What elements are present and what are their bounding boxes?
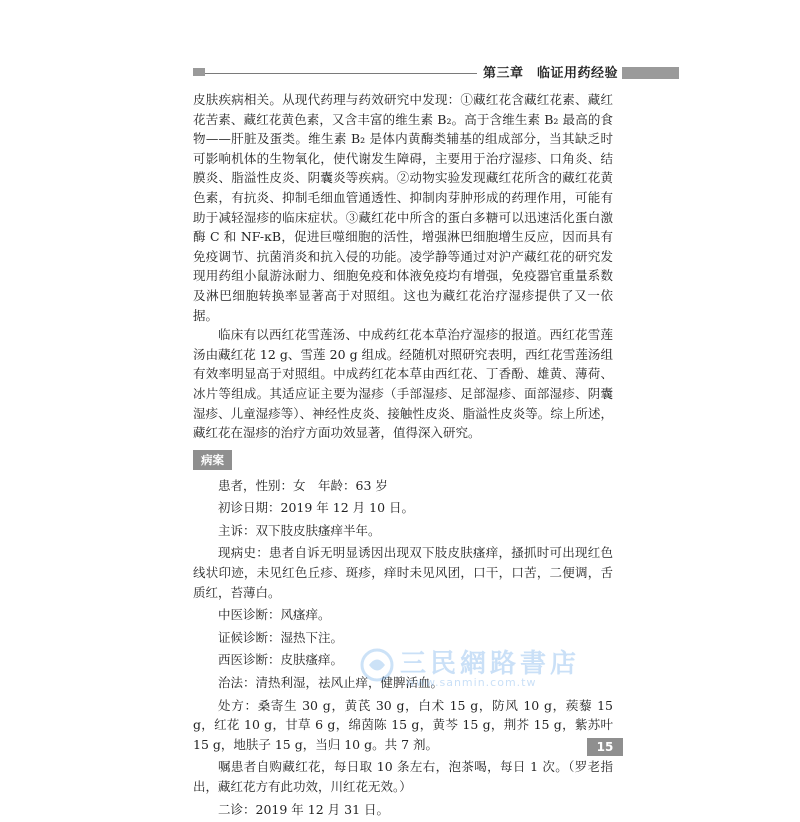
case-record: [193, 476, 613, 820]
body-paragraph-continued: 皮肤疾病相关。从现代药理与药效研究中发现：①藏红花含藏红花素、藏红花苦素、藏红花黄色素，又含丰富的维生素 B₂。高于含维生素 B₂ 最高的食物——肝脏及蛋类。维生素 B₂ 是体内黄酶类辅基的组成部分，当其缺乏时可影响机体的生物氧化，使代谢发生障碍，主要用于治疗湿疹、口角炎、结膜炎、脂溢性皮炎、阴囊炎等疾病。②动物实验发现藏红花所含的藏红花黄色素，有抗炎、抑制毛细血管通透性、抑制肉芽肿形成的药理作用，可能有助于减轻湿疹的临床症状。③藏红花中所含的蛋白多糖可以迅速活化蛋白激酶 C 和 NF-κB，促进巨噬细胞的活性，增强淋巴细胞增生反应，因而具有免疫调节、抗菌消炎和抗入侵的功能。凌学静等通过对沪产藏红花的研究发现用药组小鼠游泳耐力、细胞免疫和体液免疫均有增强，免疫器官重量系数及淋巴细胞转换率显著高于对照组。这也为藏红花治疗湿疹提供了又一依据。: [193, 92, 613, 323]
case-label-row: [193, 450, 613, 470]
body-paragraph: 临床有以西红花雪莲汤、中成药红花本草治疗湿疹的报道。西红花雪莲汤由藏红花 12 g、雪莲 20 g 组成。经随机对照研究表明，西红花雪莲汤组有效率明显高于对照组。中成药红花本草由西红花、丁香酚、雄黄、薄荷、冰片等组成。其适应证主要为湿疹（手部湿疹、足部湿疹、面部湿疹、阴囊湿疹、儿童湿疹等）、神经性皮炎、接触性皮炎、脂溢性皮炎等。综上所述，藏红花在湿疹的治疗方面功效显著，值得深入研究。: [193, 327, 613, 441]
page-content: [193, 90, 613, 822]
case-treatment-method: 治法：清热利湿，祛风止痒，健脾活血。: [218, 675, 444, 691]
case-western-diagnosis: 西医诊断：皮肤瘙痒。: [218, 652, 344, 668]
case-present-history: 现病史：患者自诉无明显诱因出现双下肢皮肤瘙痒，搔抓时可出现红色线状印迹，未见红色丘疹、斑疹，痒时未见风团，口干，口苦，二便调，舌质红，苔薄白。: [193, 545, 613, 600]
case-tcm-diagnosis: 中医诊断：风瘙痒。: [218, 607, 331, 623]
case-prescription: 处方：桑寄生 30 g，黄芪 30 g，白术 15 g，防风 10 g，蒺藜 15 g，红花 10 g，甘草 6 g，绵茵陈 15 g，黄芩 15 g，荆芥 15 g，紫苏叶 15 g，地肤子 15 g，当归 10 g。共 7 剂。: [193, 697, 613, 752]
case-patient-info: 患者，性别：女 年龄：63 岁: [218, 477, 388, 493]
case-first-visit-date: 初诊日期：2019 年 12 月 10 日。: [218, 500, 414, 516]
case-label-badge: 病案: [193, 450, 232, 470]
case-instruction: 嘱患者自购藏红花，每日取 10 条左右，泡茶喝，每日 1 次。（罗老指出，藏红花方有此功效，川红花无效。）: [193, 759, 613, 794]
watermark-text: 三民網路書店: [400, 649, 581, 679]
case-second-visit: 二诊：2019 年 12 月 31 日。: [218, 801, 389, 817]
page-number-badge: 15: [587, 738, 623, 756]
header-right-bar: [622, 67, 679, 79]
case-chief-complaint: 主诉：双下肢皮肤瘙痒半年。: [218, 522, 381, 538]
header-left-bar: [193, 68, 205, 76]
watermark-url: www.sanmin.com.tw: [406, 676, 537, 689]
header-rule: [205, 73, 477, 74]
case-syndrome-diagnosis: 证候诊断：湿热下注。: [218, 629, 344, 645]
chapter-header-title: 第三章 临证用药经验: [483, 66, 619, 81]
